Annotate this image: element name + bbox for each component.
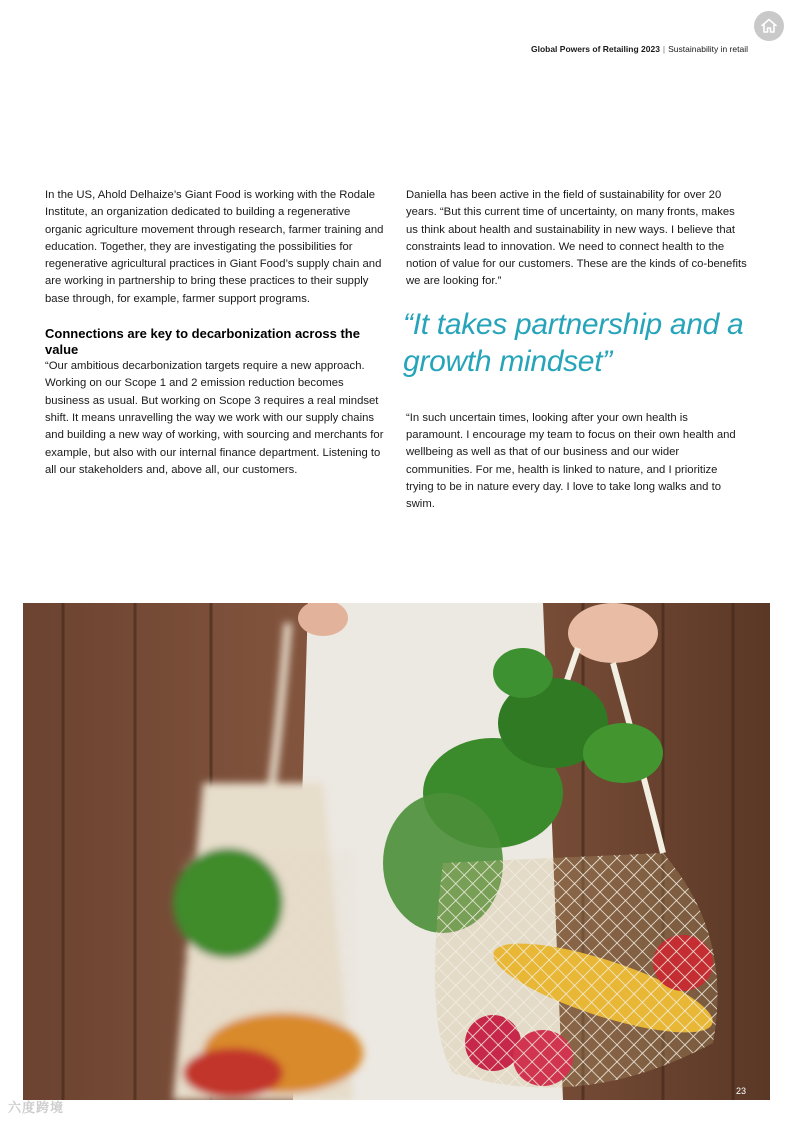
header-separator: | [662,44,666,54]
vegetable-bags-photo [23,603,770,1100]
page-number: 23 [736,1086,747,1096]
running-header [531,44,748,54]
publication-title: Global Powers of Retailing 2023 [530,44,660,54]
section-heading: Connections are key to decarbonization across the value [45,326,360,358]
home-icon [759,16,779,36]
home-button[interactable] [754,11,784,41]
pull-quote: “It takes partnership and a growth mindset” [403,307,744,378]
right-paragraph-2: “In such uncertain times, looking after your own health is paramount. I encourage my team to focus on their own health and wellbeing as well as that of our business and our wider communities. For me, health is linked to nature, and I prioritize trying to be in nature every day. I love to take long walks and to swim. [406,411,736,511]
watermark: 六度跨境 [8,1100,65,1115]
right-paragraph-1: Daniella has been active in the field of sustainability for over 20 years. “But this current time of uncertainty, on many fronts, makes us think about health and sustainability in new ways. I believe that constraints lead to innovation. We need to connect health to the notion of value for our customers. These are the kinds of co-benefits we are looking for.” [406,189,747,288]
section-title: Sustainability in retail [668,44,748,54]
right-column [403,187,748,514]
left-paragraph-1: In the US, Ahold Delhaize’s Giant Food is working with the Rodale Institute, an organization dedicated to building a regenerative organic agriculture movement through research, farmer training and education. Together, they are investigating the possibilities for regenerative agricultural practices in Giant Food’s supply chain and are working in partnership to bring these practices to their supply base through, for example, farmer support programs. [45,189,384,305]
photo-illustration [23,603,770,1100]
left-paragraph-2: “Our ambitious decarbonization targets require a new approach. Working on our Scope 1 and 2 emission reduction becomes business as usual. But working on Scope 3 requires a real mindset shift. It means unravelling the way we work with our supply chains and building a new way of working, with sourcing and merchants for example, but also with our internal finance department. Listening to all our stakeholders and, above all, our customers. [45,360,384,476]
left-column [45,187,387,479]
